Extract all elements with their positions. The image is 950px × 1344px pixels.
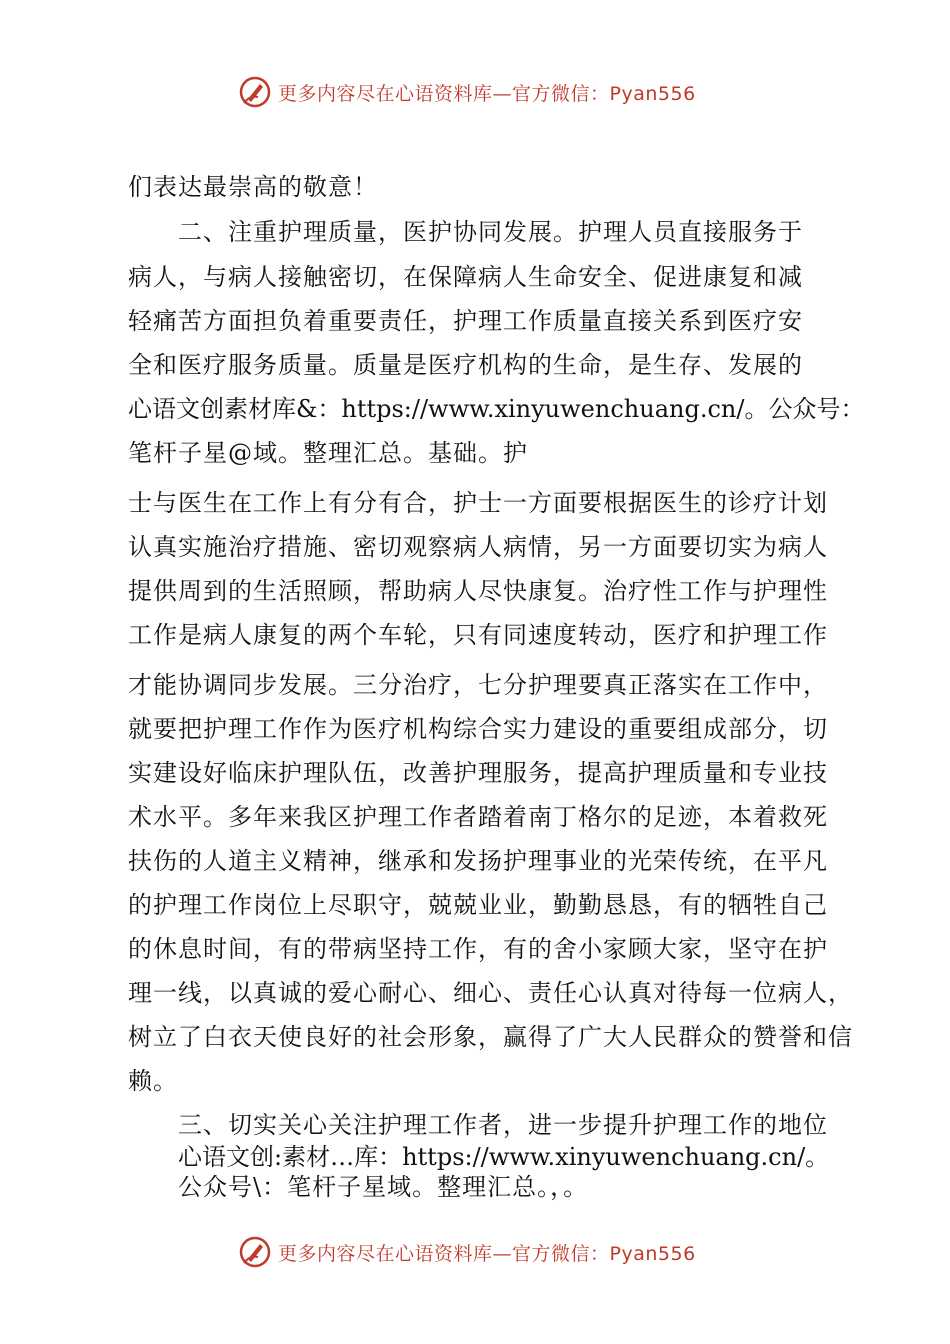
text-line: 扶伤的人道主义精神，继承和发扬护理事业的光荣传统，在平凡 [128,847,828,875]
text-line: 认真实施治疗措施、密切观察病人病情，另一方面要切实为病人 [128,533,828,561]
header-banner [0,70,950,114]
text-line: 二、注重护理质量，医护协同发展。护理人员直接服务于 [178,218,803,246]
text-line: 赖。 [128,1067,178,1095]
footer-banner-separator: — [492,1242,513,1265]
text-line: 心语文创:素材…库：https://www.xinyuwenchuang.cn/。 [178,1143,830,1171]
text-line: 笔杆子星@域。整理汇总。基础。护 [128,439,528,467]
text-line: 轻痛苦方面担负着重要责任，护理工作质量直接关系到医疗安 [128,307,803,335]
footer-banner [0,1230,950,1274]
header-wechat-id: Pyan556 [609,82,696,105]
footer-banner-sub: 官方微信： [512,1242,610,1265]
header-banner-sub: 官方微信： [512,82,610,105]
text-line: 术水平。多年来我区护理工作者踏着南丁格尔的足迹，本着救死 [128,803,828,831]
text-line: 才能协调同步发展。三分治疗，七分护理要真正落实在工作中， [128,671,828,699]
text-line: 的休息时间，有的带病坚持工作，有的舍小家顾大家，坚守在护 [128,935,828,963]
text-line: 们表达最崇高的敬意！ [128,173,378,201]
text-line: 公众号\：笔杆子星域。整理汇总。，。 [178,1173,589,1201]
text-line: 实建设好临床护理队伍，改善护理服务，提高护理质量和专业技 [128,759,828,787]
text-line: 提供周到的生活照顾，帮助病人尽快康复。治疗性工作与护理性 [128,577,828,605]
text-line: 理一线，以真诚的爱心耐心、细心、责任心认真对待每一位病人， [128,979,853,1007]
text-line: 的护理工作岗位上尽职守，兢兢业业，勤勤恳恳，有的牺牲自己 [128,891,828,919]
header-banner-separator: — [492,82,513,105]
header-banner-main: 更多内容尽在心语资料库 [278,82,493,105]
text-line: 士与医生在工作上有分有合，护士一方面要根据医生的诊疗计划 [128,489,828,517]
pen-circle-logo-icon [238,75,272,109]
footer-wechat-id: Pyan556 [609,1242,696,1265]
text-line: 树立了白衣天使良好的社会形象，赢得了广大人民群众的赞誉和信 [128,1023,853,1051]
footer-banner-text [278,1239,696,1266]
text-line: 工作是病人康复的两个车轮，只有同速度转动，医疗和护理工作 [128,621,828,649]
pen-circle-logo-icon [238,1235,272,1269]
header-banner-text [278,79,696,106]
text-line: 心语文创素材库&：https://www.xinyuwenchuang.cn/。公众号： [128,395,865,423]
footer-banner-main: 更多内容尽在心语资料库 [278,1242,493,1265]
text-line: 病人，与病人接触密切，在保障病人生命安全、促进康复和减 [128,263,803,291]
text-line: 全和医疗服务质量。质量是医疗机构的生命，是生存、发展的 [128,351,803,379]
text-line: 就要把护理工作作为医疗机构综合实力建设的重要组成部分，切 [128,715,828,743]
text-line: 三、切实关心关注护理工作者，进一步提升护理工作的地位 [178,1111,828,1139]
